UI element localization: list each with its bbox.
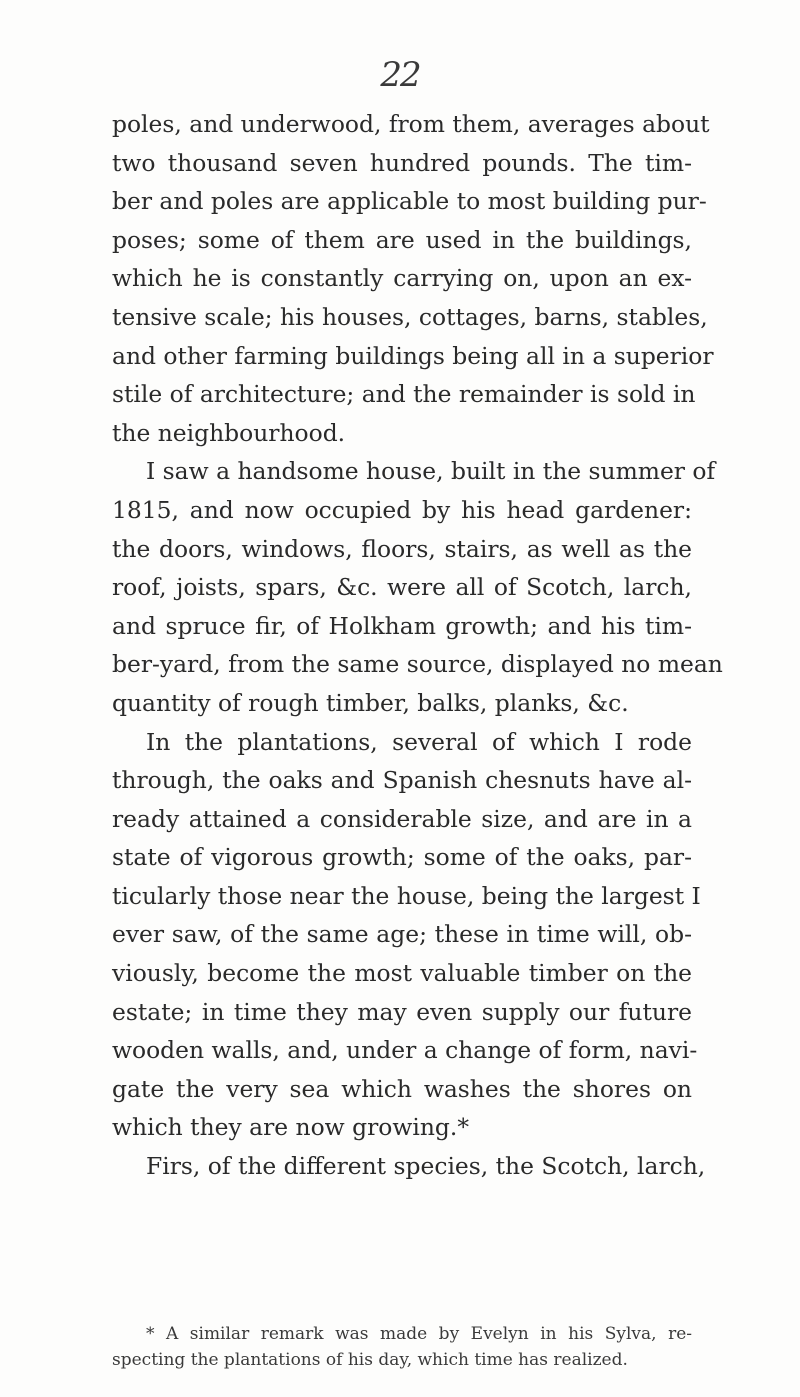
text-line: wooden walls, and, under a change of form, navi- xyxy=(112,1036,698,1065)
footnote xyxy=(112,1321,692,1373)
text-line: and other farming buildings being all in a superior xyxy=(112,341,714,370)
text-line: through, the oaks and Spanish chesnuts have al- xyxy=(112,766,692,795)
text-line: gate the very sea which washes the shores on xyxy=(112,1074,692,1103)
text-line: ber and poles are applicable to most building pur- xyxy=(112,187,707,216)
text-line: the neighbourhood. xyxy=(112,418,346,447)
text-line: poles, and underwood, from them, averages about xyxy=(112,110,710,138)
text-line: and spruce fir, of Holkham growth; and his tim- xyxy=(112,611,692,640)
text-line: Firs, of the different species, the Scotch, larch, xyxy=(146,1152,706,1181)
text-line: which they are now growing.* xyxy=(112,1113,470,1142)
text-line: I saw a handsome house, built in the summer of xyxy=(146,457,716,486)
text-line: ber-yard, from the same source, displayed no mean xyxy=(112,650,723,679)
text-line: ever saw, of the same age; these in time will, ob- xyxy=(112,920,692,949)
text-line: ready attained a considerable size, and are in a xyxy=(112,804,692,833)
text-line: the doors, windows, floors, stairs, as well as the xyxy=(112,534,692,563)
text-line: state of vigorous growth; some of the oaks, par- xyxy=(112,843,692,872)
text-line: roof, joists, spars, &c. were all of Scotch, larch, xyxy=(112,573,692,602)
text-line: poses; some of them are used in the buildings, xyxy=(112,225,692,254)
body-text xyxy=(112,105,723,1186)
text-line: 1815, and now occupied by his head gardener: xyxy=(112,495,692,524)
text-line: which he is constantly carrying on, upon an ex- xyxy=(112,264,692,293)
footnote-line: specting the plantations of his day, which time has realized. xyxy=(112,1350,628,1370)
text-line: stile of architecture; and the remainder is sold in xyxy=(112,380,696,409)
text-line: tensive scale; his houses, cottages, barns, stables, xyxy=(112,302,708,331)
text-line: quantity of rough timber, balks, planks, &c. xyxy=(112,688,629,717)
footnote-line: * A similar remark was made by Evelyn in his Sylva, re- xyxy=(146,1324,692,1344)
text-line: ticularly those near the house, being the largest I xyxy=(112,881,701,910)
text-line: In the plantations, several of which I rode xyxy=(146,727,692,756)
text-line: estate; in time they may even supply our future xyxy=(112,997,692,1026)
text-line: viously, become the most valuable timber on the xyxy=(112,959,692,988)
text-line: two thousand seven hundred pounds. The tim- xyxy=(112,148,692,177)
page-number: 22 xyxy=(380,55,420,95)
